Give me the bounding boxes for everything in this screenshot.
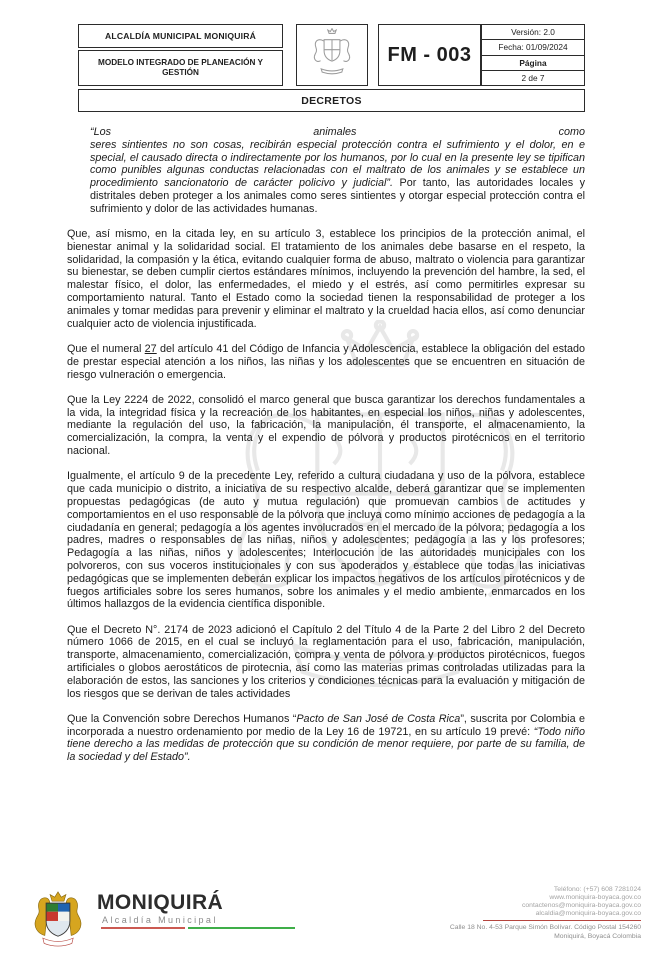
paragraph (67, 343, 585, 381)
text-segment: del artículo 41 del Código de Infancia y Adolescencia, establece la obligación del estado de prestar especial atención a los niños, las niñas y los adolescentes que se encuentren en situación de riesgo vulneración o emergencia. (67, 342, 585, 381)
footer-green-divider (188, 927, 295, 929)
text-segment: Pacto de San José de Costa Rica (296, 712, 461, 725)
text-segment: Que la Convención sobre Derechos Humanos “ (67, 712, 297, 725)
header-logo-cell (296, 24, 368, 86)
footer-phone: Teléfono: (+57) 608 7281024 (553, 886, 641, 893)
page-label-row: Página (482, 56, 584, 71)
page-value-row: 2 de 7 (521, 72, 545, 83)
footer-contact-divider (483, 920, 641, 921)
footer-website-link[interactable]: www.moniquira-boyaca.gov.co (549, 894, 641, 901)
paragraph (67, 394, 585, 458)
format-code: FM - 003 (378, 24, 481, 86)
footer-brand-subtitle: Alcaldía Municipal (102, 915, 218, 925)
header-row (78, 24, 585, 86)
quote-first-line (90, 126, 585, 139)
text-segment: seres sintientes no son cosas, recibirán especial protección contra el sufrimiento y el dolor, en e special, el causado directa o indirectamente por los humanos, por lo cual en la presente ley se tipifican como punibles algunas conductas relacionadas con el maltrato de los animales y se establece un procedimiento sancionatorio de carácter policivo y judicial”. (90, 138, 585, 190)
footer-red-divider (101, 927, 185, 929)
date-row: Fecha: 01/09/2024 (482, 40, 584, 55)
footer-address-line1: Calle 18 No. 4-53 Parque Simón Bolívar. Código Postal 154260 (449, 924, 641, 931)
footer-contact-block (450, 886, 641, 941)
text-segment: Que el numeral (67, 342, 145, 355)
text-segment: Igualmente, el artículo 9 de la precedente Ley, referido a cultura ciudadana y uso de la pólvora, establece que cada municipio o distrito, a iniciativa de su respectivo alcalde, deberá garantizar que se implementen propuestas pedagógicas (de auto y mutua regulación) que promuevan cambios de actitudes y comportamientos en el uso responsable de la pólvora que incluya como mínimo acciones de pedagogía a la ciudadanía en general; pedagogía a los agentes involucrados en el mercado de la pólvora; pedagogía a los padres, madres o responsables de las niñas, niños y adolescentes; pedagogía a las y los profesores; Pedagogía a las niñas, niños y adolescentes; Interlocución de las autoridades municipales con los polvoreros, con sus voceros institucionales y con sus apoderados y establece que todas las iniciativas pedagógicas que se implementen deberán explicar los impactos negativos de los artículos pirotécnicos y de fuegos artificiales sobre los seres humanos, sobre los animales y el medio ambiente, enmarcados en los últimos hallazgos de la evidencia científica disponible. (67, 470, 585, 611)
quote-word: como (558, 126, 585, 138)
paragraph (90, 126, 585, 216)
paragraph (67, 624, 585, 701)
text-segment: Por tanto, las autoridades locales y distritales deben proteger a los animales como seres sintientes y otorgar especial protección contra el sufrimiento y dolor de las actividades humanas. (90, 177, 585, 215)
org-model: MODELO INTEGRADO DE PLANEACIÓN Y GESTIÓN (78, 50, 283, 86)
quote-word: animales (313, 126, 357, 138)
footer-address-line2: Moniquirá, Boyacá Colombia (554, 932, 641, 940)
footer-brand (97, 892, 223, 925)
paragraph (67, 228, 585, 330)
document-body (67, 126, 585, 777)
text-segment: ”, suscrita por Colombia e incorporada a nuestro ordenamiento por medio de la Ley 16 de 19721, en su artículo 19 prevé: (67, 712, 585, 738)
document-header (78, 24, 585, 112)
footer-address (450, 924, 641, 941)
org-cell (78, 24, 283, 86)
doc-type-title: DECRETOS (78, 89, 585, 112)
municipal-crest-icon (306, 28, 358, 83)
paragraph (67, 713, 585, 764)
text-segment: Que el Decreto N°. 2174 de 2023 adicionó el Capítulo 2 del Título 4 de la Parte 2 del Libro 2 del Decreto número 1066 de 2015, en el cual se incluyó la reglamentación para el uso, fabricación, manipulación, transporte, almacenamiento, comercialización, compra y venta de pólvora y productos pirotécnicos, fuegos artificiales o globos aerostáticos de pirotecnia, así como las materias primas controladas utilizadas para la elaboración de estos, las sanciones y los criterios y condiciones técnicas para la evaluación y mitigación de los riesgos que se derivan de tales actividades (67, 623, 585, 700)
text-segment: 27 (144, 342, 157, 355)
paragraph (67, 470, 585, 611)
text-segment: Que, así mismo, en la citada ley, en su artículo 3, establece los principios de la protección animal, el bienestar animal y la solidaridad social. El tratamiento de los animales debe basarse en el respeto, la solidaridad, la compasión y la ética, evitando cualquier forma de abuso, maltrato o violencia para garantizar su bienestar, se deben cumplir ciertos estándares mínimos, incluyendo la prevención del hambre, la sed, el malestar físico, el dolor, las enfermedades, el miedo y el estrés, así como permitirles expresar su comportamiento natural. Tanto el Estado como la sociedad tienen la responsabilidad de proteger a los animales y tomar medidas para prevenir y eliminar el maltrato y la crueldad hacia ellos, así como denunciar cualquier acto de violencia injustificada. (67, 228, 585, 330)
org-name: ALCALDÍA MUNICIPAL MONIQUIRÁ (78, 24, 283, 48)
municipal-crest-color-icon (25, 884, 91, 950)
footer-email-contact-link[interactable]: contactenos@moniquira-boyaca.gov.co (522, 902, 641, 909)
quote-word: “Los (90, 126, 112, 138)
version-cell (481, 24, 585, 86)
text-segment: “Todo niño tiene derecho a las medidas de protección que su condición de menor requiere, por parte de su familia, de la sociedad y del Estado”. (67, 725, 585, 764)
footer-brand-name: MONIQUIRÁ (97, 891, 224, 914)
version-row: Versión: 2.0 (482, 25, 584, 40)
footer-email-alcaldia-link[interactable]: alcaldia@moniquira-boyaca.gov.co (535, 910, 641, 917)
text-segment: Que la Ley 2224 de 2022, consolidó el marco general que busca garantizar los derechos fundamentales a la vida, la integridad física y la recreación de los habitantes, en especial los niños, niñas y adolescentes, mediante la regulación del uso, la fabricación, la manipulación, él transporte, el almacenamiento, la comercialización, la compra, la venta y el expendio de pólvora y productos pirotécnicos en el territorio nacional. (67, 393, 585, 458)
document-footer (0, 882, 650, 955)
